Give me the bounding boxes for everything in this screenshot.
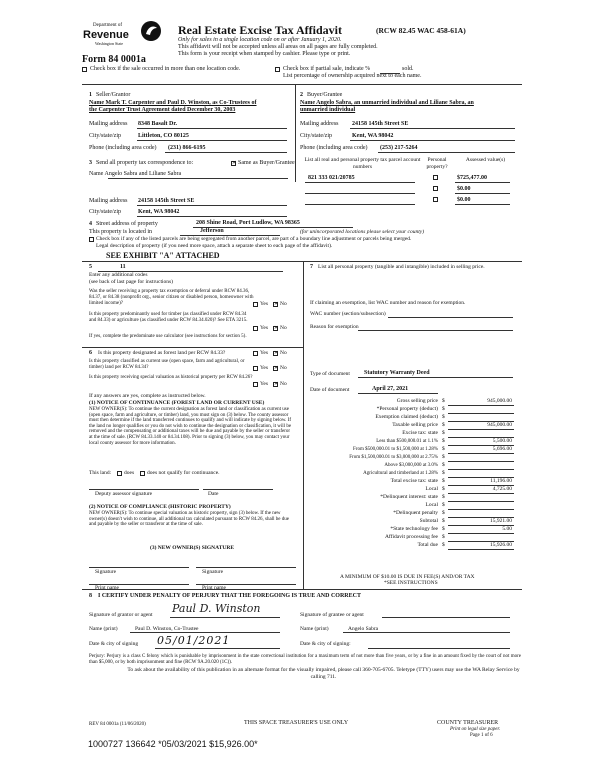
sec6-num: 6 <box>89 350 92 356</box>
tax-row-line <box>448 549 514 550</box>
parcel-number-1: 821 333 021/20785 <box>308 175 355 181</box>
exemption-label: If claiming an exemption, list WAC number and reason for exemption. <box>310 300 466 306</box>
corr-city-label: City/state/zip <box>89 209 121 215</box>
buyer-name-line2: unmarried individual <box>300 107 356 113</box>
assessed-value-2: $0.00 <box>457 186 471 192</box>
sec5-q1-no-checkbox[interactable]: ✕ <box>274 302 279 307</box>
buyer-city: Kent, WA 98042 <box>352 133 394 139</box>
multi-location-checkbox[interactable] <box>82 67 87 72</box>
grantor-signature: Paul D. Winston <box>172 602 261 615</box>
sec5-q2-no: No <box>280 325 287 331</box>
tax-row-label: *Delinquent penalty <box>393 510 438 516</box>
sec6-q1-no: No <box>280 350 287 356</box>
tax-row-dollar: $ <box>442 414 445 420</box>
list-pct-note: List percentage of ownership acquired next to each name. <box>283 73 422 79</box>
sec6-q1-no-checkbox[interactable]: ✕ <box>274 351 279 356</box>
doc-date: April 27, 2021 <box>372 386 409 392</box>
page-title: Real Estate Excise Tax Affidavit <box>178 23 342 37</box>
parcels-col1: List all real and personal property tax parcel account numbers <box>304 157 421 170</box>
sec6-q2-no-checkbox[interactable]: ✕ <box>274 366 279 371</box>
buyer-phone-label: Phone (including area code) <box>300 145 368 151</box>
tax-row-label: Less than $500,000.01 at 1.1% <box>376 439 438 444</box>
tax-row-label: Above $3,000,000 at 3.0% <box>384 463 438 468</box>
tax-row-dollar: $ <box>442 518 445 524</box>
sec6-q3-yes: Yes <box>260 381 269 387</box>
seller-num: 1 <box>89 92 92 98</box>
doc-type: Statutory Warranty Deed <box>364 370 430 376</box>
seller-phone-label: Phone (including area code) <box>89 145 157 151</box>
seller-mailing-label: Mailing address <box>89 121 128 127</box>
county-treasurer: COUNTY TREASURER <box>437 720 499 726</box>
certify-statement: I CERTIFY UNDER PENALTY OF PERJURY THAT THE FOREGOING IS TRUE AND CORRECT <box>98 593 361 599</box>
tax-row-dollar: $ <box>442 462 445 468</box>
tax-row-label: *Delinquent interest: state <box>380 494 438 500</box>
tax-row-label: From $1,500,000.01 to $3,000,000 at 2.75% <box>349 455 438 460</box>
sig-grantee-label: Signature of grantee or agent <box>300 612 364 618</box>
tax-row-dollar: $ <box>442 398 445 404</box>
tax-row-dollar: $ <box>442 502 445 508</box>
date-city-label-grantor: Date & city of signing <box>89 641 139 647</box>
sec5-q1-no: No <box>280 301 287 307</box>
does-not-label: does not qualify for continuance. <box>147 470 220 476</box>
sec6-q4: If any answers are yes, complete as instructed below. <box>89 393 206 399</box>
tax-row-dollar: $ <box>442 438 445 444</box>
date-grantor: 05/01/2021 <box>157 634 231 647</box>
sec6-q2: Is this property classified as current use (open space, farm and agricultural, or timber) land per RCW 84.34? <box>89 359 245 370</box>
tax-row-value: 945,000.00 <box>487 422 512 428</box>
same-as-buyer-checkbox[interactable]: ✕ <box>232 161 237 166</box>
treasurer-only: THIS SPACE TREASURER'S USE ONLY <box>244 720 349 726</box>
tax-row-label: Local <box>425 502 438 508</box>
same-as-buyer-label: Same as Buyer/Grantee <box>238 160 295 166</box>
tax-row-line <box>448 453 514 454</box>
dept-revenue: Revenue <box>83 29 129 41</box>
personal-property-checkbox-3[interactable] <box>433 197 438 202</box>
located-label: This property is located in <box>89 229 152 235</box>
seller-city-label: City/state/zip <box>89 133 121 139</box>
buyer-name-line1: Name Angelo Sabra, an unmarried individual and Liliane Sabra, an <box>300 100 474 106</box>
header-note2: This affidavit will not be accepted unless all areas on all pages are fully completed. <box>178 44 378 50</box>
dept-line1: Department of <box>93 23 123 28</box>
sec5-q1-yes-checkbox[interactable] <box>253 302 258 307</box>
see-exhibit: SEE EXHIBIT "A" ATTACHED <box>106 251 220 260</box>
buyer-phone: (253) 217-5264 <box>380 145 418 151</box>
corr-label: Send all property tax correspondence to: <box>96 160 194 166</box>
seller-city: Littleton, CO 80125 <box>138 133 189 139</box>
sec5-q2-yes: Yes <box>260 325 269 331</box>
tax-row-label: *State technology fee <box>390 526 438 532</box>
tax-row-dollar: $ <box>442 454 445 460</box>
corr-mailing-label: Mailing address <box>89 198 128 204</box>
tax-row-value: 5,500.00 <box>492 438 512 444</box>
partial-sale-checkbox[interactable] <box>275 67 280 72</box>
buyer-mailing-label: Mailing address <box>300 121 339 127</box>
sec5-line1: Enter any additional codes <box>89 272 148 278</box>
minimum-due: A MINIMUM OF $10.00 IS DUE IN FEE(S) AND/OR TAX <box>340 574 475 580</box>
notice1-body: NEW OWNER(S): To continue the current designation as forest land or classification as current use (open space, farm and agriculture, or timber) land, you must sign on (3) below. The county assessor must then determine if the land transferred continues to qualify and will indicate by signing below. If the land no longer qualifies or you do not wish to continue the designation or classification, it will be removed and the compensating or additional taxes will be due and payable by the seller or transferor at the time of sale. (RCW 84.33.140 or 84.34.108). Prior to signing (3) below, you may contact your local county assessor for more information. <box>89 407 292 446</box>
buyer-mailing: 24158 145th Street SE <box>352 121 409 127</box>
tax-row-label: Subtotal <box>419 518 438 524</box>
header-note1: Only for sales in a single location code on or after January 1, 2020. <box>178 37 342 43</box>
buyer-num: 2 <box>300 92 303 98</box>
date-city-label-grantee: Date & city of signing: <box>300 641 351 647</box>
sec5-q2-no-checkbox[interactable]: ✕ <box>274 326 279 331</box>
perjury-notice: Perjury: Perjury is a class C felony which is punishable by imprisonment in the state correctional institution for a maximum term of not more than five years, or by a fine in an amount fixed by the court of not more than $5,000, or by both imprisonment and fine (RCW 9A.20.020 (1C)). <box>89 654 521 665</box>
buyer-city-label: City/state/zip <box>300 133 332 139</box>
multi-location-label: Check box if the sale occurred in more than one location code. <box>90 66 241 72</box>
sec6-q2-yes: Yes <box>260 365 269 371</box>
tax-row-label: Total excise tax: state <box>390 478 438 484</box>
seller-phone: (231) 866-6195 <box>168 145 206 151</box>
dept-state: Washington State <box>95 41 124 46</box>
owner-print-label-2: Print name <box>202 585 226 591</box>
sec6-q2-yes-checkbox[interactable] <box>253 366 258 371</box>
corr-mailing: 24158 145th Street SE <box>138 198 195 204</box>
does-qualify-checkbox[interactable] <box>117 471 122 476</box>
buyer-label: Buyer/Grantee <box>307 92 343 98</box>
name-print-label-grantee: Name (print) <box>300 626 329 632</box>
sec6-q3-yes-checkbox[interactable] <box>253 382 258 387</box>
tax-row-dollar: $ <box>442 494 445 500</box>
tax-row-dollar: $ <box>442 478 445 484</box>
seller-label: Seller/Grantor <box>96 92 131 98</box>
personal-property-checkbox-1[interactable] <box>433 175 438 180</box>
unincorporated-note: (for unincorporated locations please select your county) <box>300 229 425 235</box>
owner-print-label-1: Print name <box>95 585 119 591</box>
tax-row-value: 5.00 <box>502 526 512 532</box>
sec5-num: 5 <box>89 264 92 270</box>
street-label: Street address of property <box>96 221 158 227</box>
parcels-col3: Assessed value(s) <box>465 157 506 163</box>
sec8-num: 8 <box>89 593 92 599</box>
doc-date-label: Date of document <box>310 387 350 393</box>
header-note3: This form is your receipt when stamped by cashier. Please type or print. <box>178 51 351 57</box>
corr-city: Kent, WA 98042 <box>138 209 180 215</box>
tax-row-label: Taxable selling price <box>392 422 438 428</box>
tax-row-label: Affidavit processing fee <box>384 534 438 540</box>
county: Jefferson <box>200 228 224 234</box>
sec7-num: 7 <box>310 264 313 270</box>
legal-desc-label: Legal description of property (if you need more space, attach a separate sheet to each page of the affidavit). <box>96 243 333 249</box>
revenue-logo-icon <box>140 20 162 42</box>
tax-row-label: Gross selling price <box>396 398 438 404</box>
sec6-q2-no: No <box>280 365 287 371</box>
tax-row-line <box>448 469 514 470</box>
reason-label: Reason for exemption <box>310 324 359 330</box>
deputy-sig-label: Deputy assessor signature <box>95 491 153 497</box>
name-grantor: Paul D. Winston, Co-Trustee <box>135 626 199 632</box>
tax-row-value: 4,725.00 <box>492 486 512 492</box>
rev-number: REV 84 0001a (11/06/2020) <box>89 722 146 727</box>
personal-property-checkbox-2[interactable] <box>433 186 438 191</box>
treasurer-receipt-stamp: 1000727 136642 *05/03/2021 $15,926.00* <box>88 739 258 749</box>
sec7-text: List all personal property (tangible and intangible) included in selling price. <box>318 264 485 270</box>
sec5-q3: If yes, complete the predominate use calculator (see instructions for section 5). <box>89 334 247 339</box>
tax-row-dollar: $ <box>442 534 445 540</box>
seller-name-line2: the Carpenter Trust Agreement dated December 30, 2003 <box>89 107 236 113</box>
notice2-title: (2) NOTICE OF COMPLIANCE (HISTORIC PROPERTY) <box>89 504 231 510</box>
tax-row-label: Local <box>425 486 438 492</box>
tax-row-line <box>448 405 514 406</box>
seller-name-line1: Name Mark T. Carpenter and Paul D. Winston, as Co-Trustees of <box>89 100 257 106</box>
tax-row-dollar: $ <box>442 422 445 428</box>
corr-num: 3 <box>89 160 92 166</box>
tax-row-value: 945,000.00 <box>487 398 512 404</box>
doc-type-label: Type of document <box>310 371 350 377</box>
does-not-qualify-checkbox[interactable] <box>140 471 145 476</box>
owner-signature-label-1: Signature <box>95 569 117 575</box>
parcels-col2: Personal property? <box>426 157 448 170</box>
tax-row-line <box>448 461 514 462</box>
tax-row-label: *Personal property (deduct) <box>376 406 438 412</box>
name-grantee: Angelo Sabra <box>348 626 379 632</box>
rcw-ref: (RCW 82.45 WAC 458-61A) <box>376 26 466 35</box>
sec6-q1-yes: Yes <box>260 350 269 356</box>
tax-row-line <box>448 501 514 502</box>
tax-row-value: 11,196.00 <box>490 478 512 484</box>
notice1-title: (1) NOTICE OF CONTINUANCE (FOREST LAND OR CURRENT USE) <box>89 400 265 406</box>
tax-row-label: Excise tax: state <box>402 430 438 436</box>
sec5-line2: (see back of last page for instructions) <box>89 279 173 285</box>
sec5-q2: Is this property predominantly used for timber (as classified under RCW 84.34 and 84.33) or agriculture (as classified under RCW 84.34.020)? See ETA 3215. <box>89 312 248 323</box>
tax-row-line <box>448 413 514 414</box>
tax-row-line <box>448 493 514 494</box>
tax-row-label: Total due <box>417 542 438 548</box>
alt-format-notice: To ask about the availability of this publication in an alternate format for the visually impaired, please call 360-705-6705. Teletype (TTY) users may use the WA Relay Service by calling 711. <box>127 667 520 680</box>
tax-row-value: 5,696.00 <box>492 446 512 452</box>
tax-row-dollar: $ <box>442 446 445 452</box>
deputy-date-label: Date <box>208 491 219 497</box>
tax-row-line <box>448 509 514 510</box>
sec5-q2-yes-checkbox[interactable] <box>253 326 258 331</box>
sec5-code: 11 <box>120 264 126 270</box>
tax-row-label: From $500,000.01 to $1,500,000 at 1.28% <box>353 447 438 452</box>
assessed-value-1: $725,477.00 <box>457 175 487 181</box>
this-land-label: This land: <box>89 470 112 476</box>
does-label: does <box>124 470 135 476</box>
tax-row-dollar: $ <box>442 542 445 548</box>
tax-row-label: Exemption claimed (deduct) <box>375 414 438 420</box>
legal-paper-note: Print on legal size paper. <box>450 727 501 732</box>
street-address: 208 Shine Road, Port Ludlow, WA 98365 <box>196 220 300 226</box>
form-number: Form 84 0001a <box>82 54 146 65</box>
sec6-q3: Is this property receiving special valuation as historical property per RCW 84.26? <box>89 375 253 380</box>
name-print-label-grantor: Name (print) <box>89 626 118 632</box>
sec6-q1-yes-checkbox[interactable] <box>253 351 258 356</box>
sig-grantor-label: Signature of grantor or agent <box>89 612 153 618</box>
corr-name: Name Angelo Sabra and Liliane Sabra <box>89 171 182 177</box>
tax-row-line <box>448 533 514 534</box>
tax-row-dollar: $ <box>442 430 445 436</box>
segregated-checkbox[interactable] <box>89 237 94 242</box>
notice2-body: NEW OWNER(S): To continue special valuation as historic property, sign (3) below. If the new owner(s) doesn't wish to continue, all additional tax calculated pursuant to RCW 84.26, shall be due and payable by the seller or transferor at the time of sale. <box>89 511 289 528</box>
sec6-q3-no: No <box>280 381 287 387</box>
sec5-q1: Was the seller receiving a property tax exemption or deferral under RCW 84.36, 84.37, or 84.38 (nonprofit org., senior citizen or disabled person, homeowner with limited income)? <box>89 289 254 306</box>
tax-row-dollar: $ <box>442 406 445 412</box>
tax-row-dollar: $ <box>442 486 445 492</box>
sec6-q3-no-checkbox[interactable]: ✕ <box>274 382 279 387</box>
tax-row-dollar: $ <box>442 510 445 516</box>
partial-sale-label: Check box if partial sale, indicate % <box>283 66 371 72</box>
tax-row-value: 15,921.00 <box>490 518 512 524</box>
tax-row-dollar: $ <box>442 526 445 532</box>
tax-row-value: 15,926.00 <box>490 542 512 548</box>
tax-row-dollar: $ <box>442 470 445 476</box>
see-instructions: *SEE INSTRUCTIONS <box>384 580 438 586</box>
page-number: Page 1 of 6 <box>470 733 493 738</box>
partial-sale-sold: sold. <box>402 66 414 72</box>
owner-signature-label-2: Signature <box>202 569 224 575</box>
sec5-q1-yes: Yes <box>260 301 269 307</box>
segregated-label: Check box if any of the listed parcels are being segregated from another parcel, are part of a boundary line adjustment or parcels being merged. <box>96 236 412 242</box>
seller-mailing: 8348 Basalt Dr. <box>138 121 177 127</box>
sec6-q1: Is this property designated as forest land per RCW 84.33? <box>98 350 226 356</box>
wac-label: WAC number (section/subsection) <box>310 311 386 317</box>
assessed-value-3: $0.00 <box>457 197 471 203</box>
tax-row-label: Agricultural and timberland at 1.28% <box>363 471 438 476</box>
tax-row-line <box>448 429 514 430</box>
street-num: 4 <box>89 221 92 227</box>
owner-sig-title: (3) NEW OWNER(S) SIGNATURE <box>150 545 234 551</box>
